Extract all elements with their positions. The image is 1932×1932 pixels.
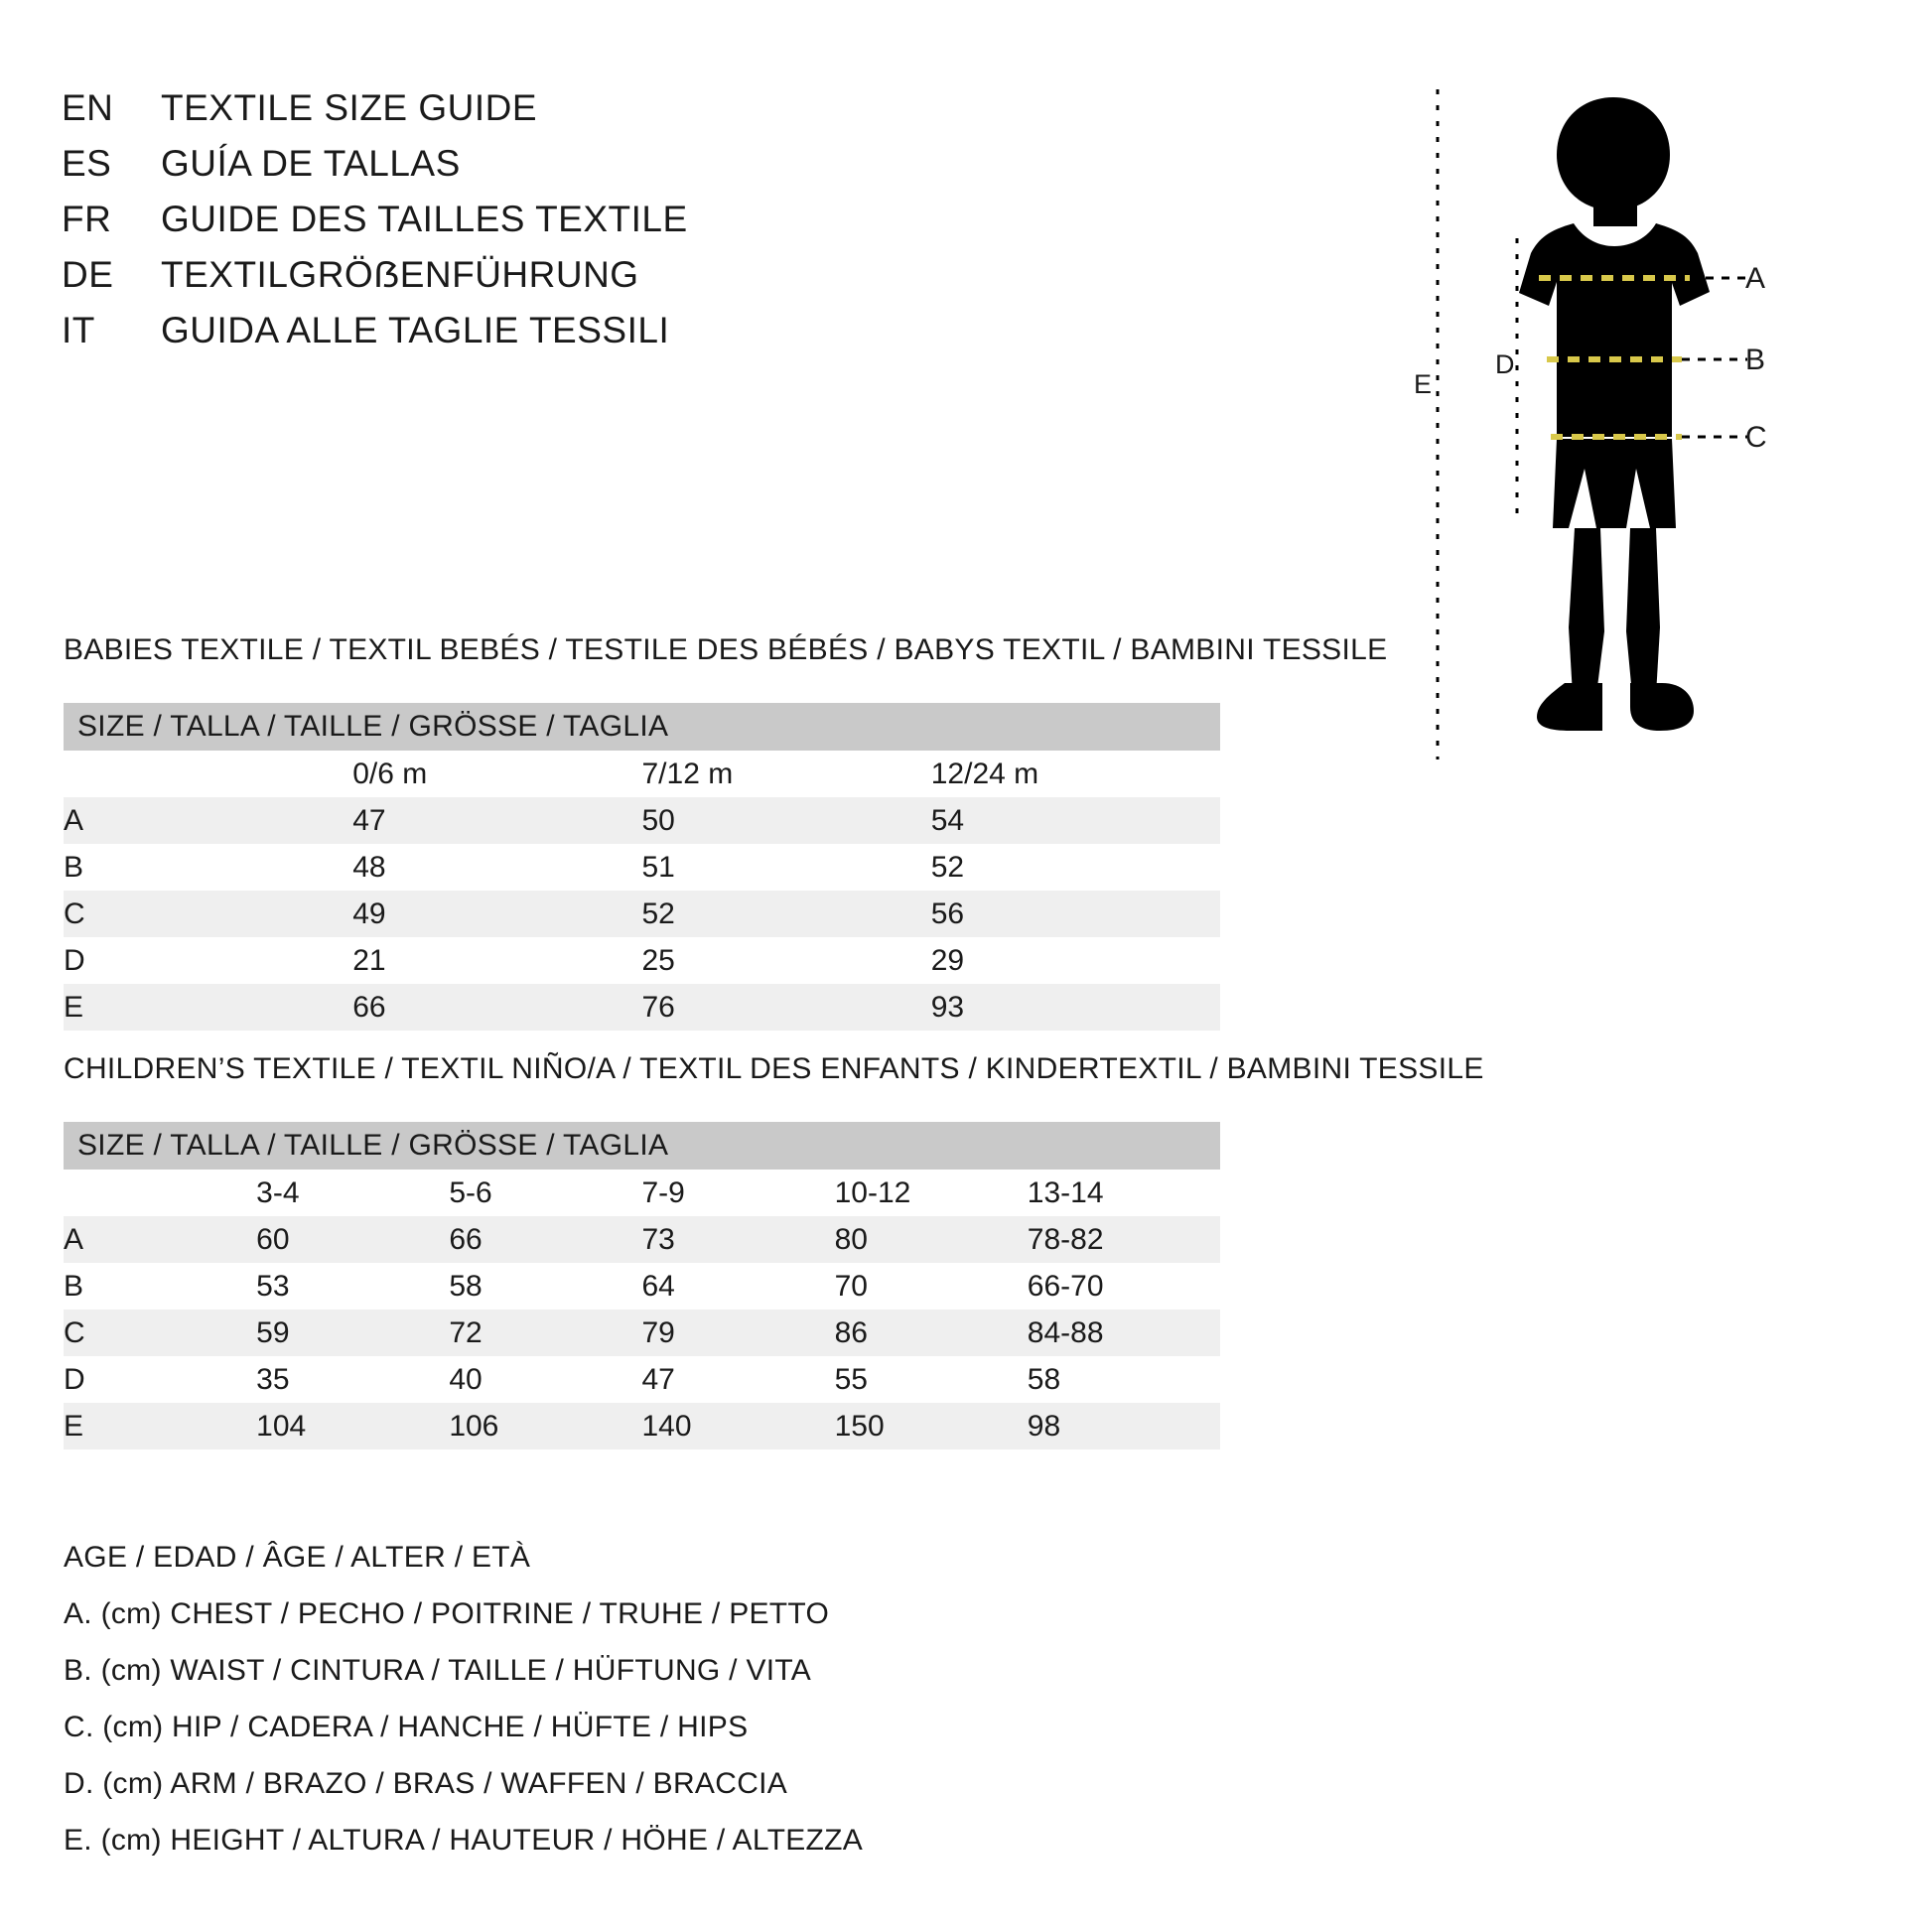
children-c-2: 79	[641, 1310, 834, 1356]
babies-e-2: 93	[931, 984, 1220, 1031]
babies-row-label-a: A	[64, 797, 352, 844]
children-d-1: 40	[449, 1356, 641, 1403]
babies-a-2: 54	[931, 797, 1220, 844]
child-silhouette	[1519, 97, 1710, 731]
table-row	[64, 937, 1220, 984]
language-text-it: GUIDA ALLE TAGLIE TESSILI	[161, 310, 670, 350]
figure-marker-e: E	[1414, 369, 1433, 399]
babies-e-0: 66	[352, 984, 641, 1031]
children-e-0: 104	[256, 1403, 449, 1449]
table-row	[64, 1263, 1220, 1310]
figure-marker-d: D	[1495, 349, 1515, 379]
children-a-2: 73	[641, 1216, 834, 1263]
figure-marker-a: A	[1745, 262, 1766, 295]
children-header-4: 13-14	[1028, 1170, 1220, 1216]
children-b-4: 66-70	[1028, 1263, 1220, 1310]
babies-header-1: 7/12 m	[642, 751, 931, 797]
babies-c-1: 52	[642, 891, 931, 937]
language-row-fr	[62, 199, 1154, 254]
babies-b-2: 52	[931, 844, 1220, 891]
language-row-de	[62, 254, 1154, 310]
babies-row-label-c: C	[64, 891, 352, 937]
table-row	[64, 984, 1220, 1031]
legend-line-hip: C. (cm) HIP / CADERA / HANCHE / HÜFTE / HIPS	[64, 1710, 749, 1743]
table-row	[64, 1356, 1220, 1403]
children-size-table	[64, 1122, 1220, 1449]
table-row	[64, 891, 1220, 937]
children-d-2: 47	[641, 1356, 834, 1403]
children-row-label-e: E	[64, 1403, 256, 1449]
children-b-1: 58	[449, 1263, 641, 1310]
legend-line-waist: B. (cm) WAIST / CINTURA / TAILLE / HÜFTUNG / VITA	[64, 1653, 812, 1687]
table-row	[64, 1216, 1220, 1263]
children-c-3: 86	[835, 1310, 1028, 1356]
babies-b-1: 51	[642, 844, 931, 891]
table-row	[64, 844, 1220, 891]
figure-marker-b: B	[1745, 344, 1766, 376]
children-header-2: 7-9	[641, 1170, 834, 1216]
table-row	[64, 1310, 1220, 1356]
children-row-label-d: D	[64, 1356, 256, 1403]
children-b-0: 53	[256, 1263, 449, 1310]
legend-line-height: E. (cm) HEIGHT / ALTURA / HAUTEUR / HÖHE / ALTEZZA	[64, 1823, 864, 1857]
babies-e-1: 76	[642, 984, 931, 1031]
children-a-4: 78-82	[1028, 1216, 1220, 1263]
children-a-3: 80	[835, 1216, 1028, 1263]
children-table-band	[64, 1122, 1220, 1170]
children-d-3: 55	[835, 1356, 1028, 1403]
legend-line-arm: D. (cm) ARM / BRAZO / BRAS / WAFFEN / BRACCIA	[64, 1766, 788, 1800]
measurement-legend	[64, 1529, 1354, 1868]
language-code-de: DE	[62, 254, 114, 295]
children-a-1: 66	[449, 1216, 641, 1263]
table-row	[64, 797, 1220, 844]
babies-b-0: 48	[352, 844, 641, 891]
children-header-1: 5-6	[449, 1170, 641, 1216]
babies-table-band	[64, 703, 1220, 751]
children-c-0: 59	[256, 1310, 449, 1356]
babies-c-2: 56	[931, 891, 1220, 937]
language-code-es: ES	[62, 143, 112, 184]
babies-c-0: 49	[352, 891, 641, 937]
figure-marker-c: C	[1745, 421, 1767, 454]
babies-d-2: 29	[931, 937, 1220, 984]
children-header-3: 10-12	[835, 1170, 1028, 1216]
children-c-1: 72	[449, 1310, 641, 1356]
language-text-en: TEXTILE SIZE GUIDE	[161, 87, 538, 128]
language-code-en: EN	[62, 87, 114, 128]
babies-row-label-e: E	[64, 984, 352, 1031]
children-row-label-b: B	[64, 1263, 256, 1310]
children-band-label: SIZE / TALLA / TAILLE / GRÖSSE / TAGLIA	[64, 1122, 1220, 1170]
language-text-de: TEXTILGRÖẞENFÜHRUNG	[161, 254, 639, 295]
babies-row-label-b: B	[64, 844, 352, 891]
children-c-4: 84-88	[1028, 1310, 1220, 1356]
children-row-label-c: C	[64, 1310, 256, 1356]
language-row-es	[62, 143, 1154, 199]
body-measurement-figure	[1390, 79, 1866, 764]
babies-d-0: 21	[352, 937, 641, 984]
table-row	[64, 1403, 1220, 1449]
language-code-it: IT	[62, 310, 95, 350]
legend-line-age: AGE / EDAD / ÂGE / ALTER / ETÀ	[64, 1540, 531, 1574]
babies-header-0: 0/6 m	[352, 751, 641, 797]
children-column-headers	[64, 1170, 1220, 1216]
babies-row-label-d: D	[64, 937, 352, 984]
babies-band-label: SIZE / TALLA / TAILLE / GRÖSSE / TAGLIA	[64, 703, 1220, 751]
babies-header-2: 12/24 m	[931, 751, 1220, 797]
babies-size-table	[64, 703, 1220, 1031]
babies-a-1: 50	[642, 797, 931, 844]
children-e-1: 106	[449, 1403, 641, 1449]
language-code-fr: FR	[62, 199, 112, 239]
babies-section-title: BABIES TEXTILE / TEXTIL BEBÉS / TESTILE DES BÉBÉS / BABYS TEXTIL / BAMBINI TESSILE	[64, 633, 1388, 666]
babies-header-corner	[64, 751, 352, 797]
children-row-label-a: A	[64, 1216, 256, 1263]
language-text-es: GUÍA DE TALLAS	[161, 143, 461, 184]
legend-line-chest: A. (cm) CHEST / PECHO / POITRINE / TRUHE / PETTO	[64, 1596, 830, 1630]
babies-d-1: 25	[642, 937, 931, 984]
children-d-0: 35	[256, 1356, 449, 1403]
children-e-4: 98	[1028, 1403, 1220, 1449]
language-title-block	[62, 87, 1154, 365]
children-d-4: 58	[1028, 1356, 1220, 1403]
babies-column-headers	[64, 751, 1220, 797]
language-text-fr: GUIDE DES TAILLES TEXTILE	[161, 199, 688, 239]
children-a-0: 60	[256, 1216, 449, 1263]
children-header-corner	[64, 1170, 256, 1216]
children-e-3: 150	[835, 1403, 1028, 1449]
children-header-0: 3-4	[256, 1170, 449, 1216]
children-b-3: 70	[835, 1263, 1028, 1310]
children-e-2: 140	[641, 1403, 834, 1449]
children-section-title: CHILDREN’S TEXTILE / TEXTIL NIÑO/A / TEXTIL DES ENFANTS / KINDERTEXTIL / BAMBINI TESSILE	[64, 1052, 1484, 1085]
language-row-en	[62, 87, 1154, 143]
language-row-it	[62, 310, 1154, 365]
children-b-2: 64	[641, 1263, 834, 1310]
babies-a-0: 47	[352, 797, 641, 844]
